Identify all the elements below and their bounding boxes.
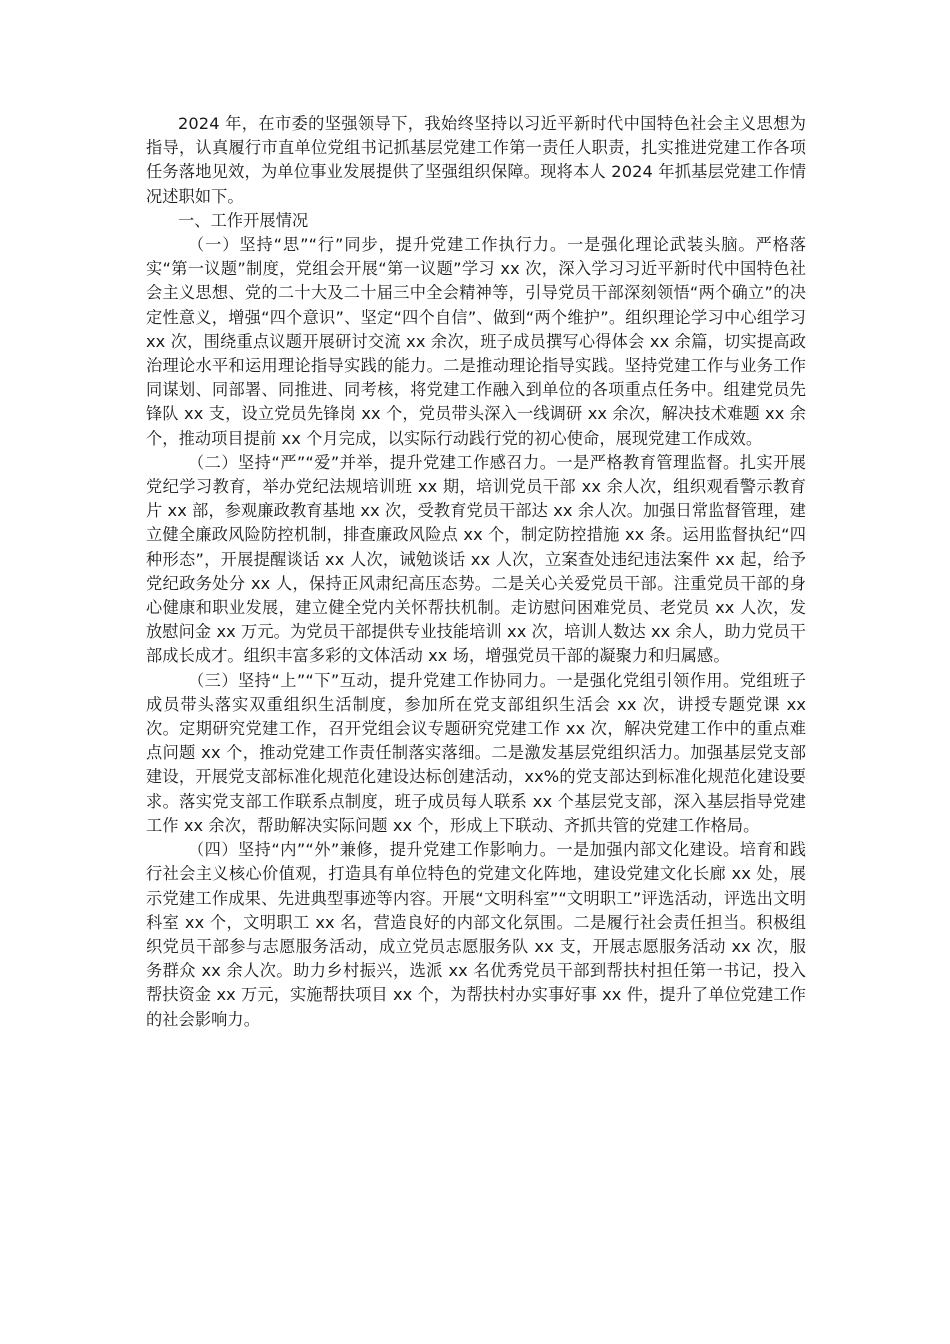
paragraph-part-2: （二）坚持“严”“爱”并举，提升党建工作感召力。一是严格教育管理监督。扎实开展党纪学习教育，举办党纪法规培训班 xx 期，培训党员干部 xx 余人次，组织观看警示教育片 xx 部，参观廉政教育基地 xx 次，受教育党员干部达 xx 余人次。加强日常监督管理，建立健全廉政风险防控机制，排查廉政风险点 xx 个，制定防控措施 xx 条。运用监督执纪“四种形态”，开展提醒谈话 xx 人次，诫勉谈话 xx 人次，立案查处违纪违法案件 xx 起，给予党纪政务处分 xx 人，保持正风肃纪高压态势。二是关心关爱党员干部。注重党员干部的身心健康和职业发展，建立健全党内关怀帮扶机制。走访慰问困难党员、老党员 xx 人次，发放慰问金 xx 万元。为党员干部提供专业技能培训 xx 次，培训人数达 xx 余人，助力党员干部成长成才。组织丰富多彩的文体活动 xx 场，增强党员干部的凝聚力和归属感。	[146, 452, 806, 666]
intro-paragraph: 2024 年，在市委的坚强领导下，我始终坚持以习近平新时代中国特色社会主义思想为指导，认真履行市直单位党组书记抓基层党建工作第一责任人职责，扎实推进党建工作各项任务落地见效，为单位事业发展提供了坚强组织保障。现将本人 2024 年抓基层党建工作情况述职如下。	[146, 114, 806, 206]
paragraph-part-1: （一）坚持“思”“行”同步，提升党建工作执行力。一是强化理论武装头脑。严格落实“第一议题”制度，党组会开展“第一议题”学习 xx 次，深入学习习近平新时代中国特色社会主义思想、党的二十大及二十届三中全会精神等，引导党员干部深刻领悟“两个确立”的决定性意义，增强“四个意识”、坚定“四个自信”、做到“两个维护”。组织理论学习中心组学习 xx 次，围绕重点议题开展研讨交流 xx 余次，班子成员撰写心得体会 xx 余篇，切实提高政治理论水平和运用理论指导实践的能力。二是推动理论指导实践。坚持党建工作与业务工作同谋划、同部署、同推进、同考核，将党建工作融入到单位的各项重点任务中。组建党员先锋队 xx 支，设立党员先锋岗 xx 个，党员带头深入一线调研 xx 余次，解决技术难题 xx 余个，推动项目提前 xx 个月完成，以实际行动践行党的初心使命，展现党建工作成效。	[146, 235, 806, 448]
paragraph-part-3: （三）坚持“上”“下”互动，提升党建工作协同力。一是强化党组引领作用。党组班子成员带头落实双重组织生活制度，参加所在党支部组织生活会 xx 次，讲授专题党课 xx 次。定期研究党建工作，召开党组会议专题研究党建工作 xx 次，解决党建工作中的重点难点问题 xx 个，推动党建工作责任制落实落细。二是激发基层党组织活力。加强基层党支部建设，开展党支部标准化规范化建设达标创建活动，xx%的党支部达到标准化规范化建设要求。落实党支部工作联系点制度，班子成员每人联系 xx 个基层党支部，深入基层指导党建工作 xx 余次，帮助解决实际问题 xx 个，形成上下联动、齐抓共管的党建工作格局。	[146, 670, 806, 835]
document-body	[146, 112, 806, 1032]
paragraph-part-4: （四）坚持“内”“外”兼修，提升党建工作影响力。一是加强内部文化建设。培育和践行社会主义核心价值观，打造具有单位特色的党建文化阵地，建设党建文化长廊 xx 处，展示党建工作成果、先进典型事迹等内容。开展“文明科室”“文明职工”评选活动，评选出文明科室 xx 个，文明职工 xx 名，营造良好的内部文化氛围。二是履行社会责任担当。积极组织党员干部参与志愿服务活动，成立党员志愿服务队 xx 支，开展志愿服务活动 xx 次，服务群众 xx 余人次。助力乡村振兴，选派 xx 名优秀党员干部到帮扶村担任第一书记，投入帮扶资金 xx 万元，实施帮扶项目 xx 个，为帮扶村办实事好事 xx 件，提升了单位党建工作的社会影响力。	[146, 840, 806, 1029]
section-heading: 一、工作开展情况	[178, 210, 309, 230]
